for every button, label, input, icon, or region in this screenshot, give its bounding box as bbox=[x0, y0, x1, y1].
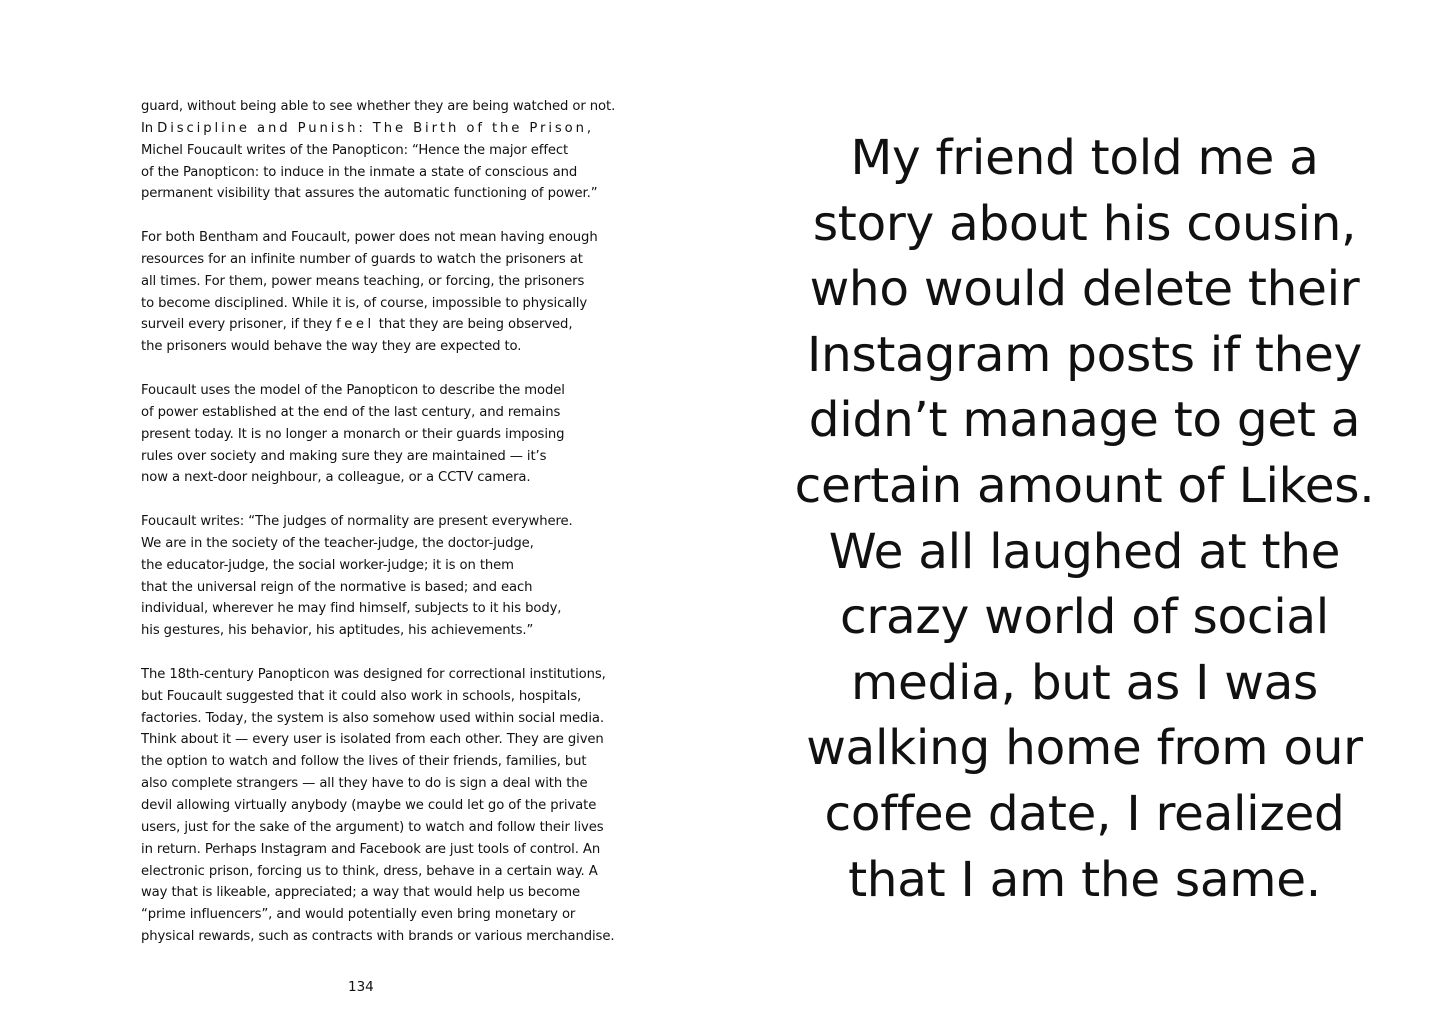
left-page bbox=[0, 0, 722, 1032]
emphasized-word: feel bbox=[336, 317, 375, 333]
body-line: devil allowing virtually anybody (maybe we could let go of the private bbox=[141, 798, 597, 813]
body-line: to become disciplined. While it is, of course, impossible to physically bbox=[141, 295, 588, 311]
quote-line: My friend told me a bbox=[850, 130, 1319, 186]
body-text bbox=[141, 96, 641, 970]
right-page bbox=[722, 0, 1445, 1032]
body-paragraph bbox=[141, 380, 641, 489]
quote-line: didn’t manage to get a bbox=[808, 392, 1361, 449]
body-line: all times. For them, power means teaching, or forcing, the prisoners bbox=[141, 273, 585, 289]
body-line: the educator-judge, the social worker-judge; it is on them bbox=[141, 557, 514, 573]
book-title: Discipline and Punish: The Birth of the Prison bbox=[157, 120, 587, 136]
body-paragraph bbox=[141, 96, 641, 205]
body-line-segment: surveil every prisoner, if they bbox=[141, 317, 337, 333]
body-line: The 18th-century Panopticon was designed for correctional institutions, bbox=[141, 666, 606, 682]
pull-quote bbox=[764, 126, 1405, 913]
body-line: rules over society and making sure they are maintained — it’s bbox=[141, 448, 547, 464]
quote-line: certain amount of Likes. bbox=[794, 457, 1375, 514]
body-line: guard, without being able to see whether they are being watched or not. bbox=[141, 99, 616, 114]
body-line: “prime influencers”, and would potentially even bring monetary or bbox=[141, 907, 576, 923]
body-line: the option to watch and follow the lives of their friends, families, but bbox=[141, 754, 587, 770]
body-line bbox=[141, 314, 641, 336]
body-line: individual, wherever he may find himself, subjects to it his body, bbox=[141, 601, 562, 617]
quote-line: that I am the same. bbox=[848, 851, 1321, 908]
body-line: physical rewards, such as contracts with brands or various merchandise. bbox=[141, 929, 615, 945]
quote-line: who would delete their bbox=[809, 261, 1360, 318]
body-paragraph bbox=[141, 511, 641, 642]
body-line-segment: In bbox=[141, 120, 158, 136]
body-line: his gestures, his behavior, his aptitudes, his achievements.” bbox=[141, 623, 534, 639]
body-line: Think about it — every user is isolated from each other. They are given bbox=[141, 732, 604, 748]
quote-line: walking home from our bbox=[806, 720, 1363, 777]
body-line: permanent visibility that assures the automatic functioning of power.” bbox=[141, 186, 598, 202]
body-line: of power established at the end of the last century, and remains bbox=[141, 404, 561, 420]
body-line: now a next-door neighbour, a colleague, or a CCTV camera. bbox=[141, 470, 531, 486]
body-line: For both Bentham and Foucault, power does not mean having enough bbox=[141, 230, 598, 246]
body-line: in return. Perhaps Instagram and Facebook are just tools of control. An bbox=[141, 841, 601, 857]
body-line: way that is likeable, appreciated; a way that would help us become bbox=[141, 885, 580, 901]
body-line: resources for an infinite number of guards to watch the prisoners at bbox=[141, 251, 583, 267]
body-line: the prisoners would behave the way they are expected to. bbox=[141, 339, 522, 355]
quote-line: We all laughed at the bbox=[828, 523, 1341, 580]
body-line: electronic prison, forcing us to think, dress, behave in a certain way. A bbox=[141, 863, 598, 879]
body-line: present today. It is no longer a monarch or their guards imposing bbox=[141, 426, 565, 442]
body-line: Foucault uses the model of the Panopticon to describe the model bbox=[141, 382, 565, 398]
quote-line: Instagram posts if they bbox=[807, 326, 1362, 383]
quote-line: media, but as I was bbox=[851, 654, 1318, 711]
body-line: that the universal reign of the normative is based; and each bbox=[141, 579, 533, 595]
quote-line: coffee date, I realized bbox=[824, 785, 1345, 842]
body-line: factories. Today, the system is also somehow used within social media. bbox=[141, 710, 604, 726]
body-paragraph bbox=[141, 227, 641, 358]
body-line: We are in the society of the teacher-judge, the doctor-judge, bbox=[141, 535, 534, 551]
body-line: Foucault writes: “The judges of normality are present everywhere. bbox=[141, 514, 573, 530]
body-line: Michel Foucault writes of the Panopticon: “Hence the major effect bbox=[141, 142, 569, 158]
body-line bbox=[141, 118, 641, 140]
body-line: also complete strangers — all they have to do is sign a deal with the bbox=[141, 776, 588, 792]
body-paragraph bbox=[141, 664, 641, 948]
quote-line: story about his cousin, bbox=[812, 195, 1357, 252]
page-number: 134 bbox=[348, 979, 374, 995]
body-line: of the Panopticon: to induce in the inmate a state of conscious and bbox=[141, 164, 578, 180]
body-line: users, just for the sake of the argument) to watch and follow their lives bbox=[141, 819, 604, 835]
body-line-segment: , bbox=[586, 120, 591, 136]
quote-line: crazy world of social bbox=[839, 589, 1329, 646]
body-line-segment: that they are being observed, bbox=[374, 317, 573, 333]
body-line: but Foucault suggested that it could also work in schools, hospitals, bbox=[141, 688, 582, 704]
